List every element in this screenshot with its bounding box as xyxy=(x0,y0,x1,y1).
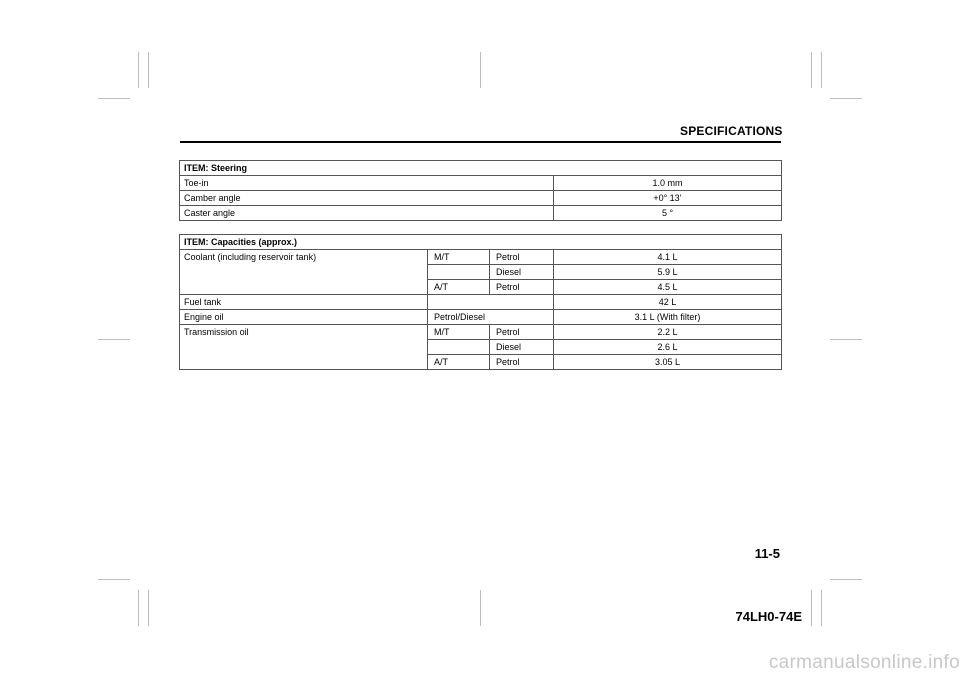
table-row xyxy=(180,206,782,221)
header-rule xyxy=(180,141,781,143)
table-row xyxy=(180,325,782,340)
fuel-type: Petrol xyxy=(490,355,554,370)
crop-mark xyxy=(830,579,862,580)
item-label: Engine oil xyxy=(180,310,428,325)
section-title: SPECIFICATIONS xyxy=(680,124,783,138)
crop-mark xyxy=(480,52,481,88)
transmission-type xyxy=(428,265,490,280)
item-value: 5 ° xyxy=(554,206,782,221)
transmission-type: M/T xyxy=(428,325,490,340)
crop-mark xyxy=(830,339,862,340)
item-value: 2.2 L xyxy=(554,325,782,340)
item-label: Toe-in xyxy=(180,176,554,191)
item-value: 4.5 L xyxy=(554,280,782,295)
crop-mark xyxy=(138,590,139,626)
capacities-table xyxy=(179,234,782,370)
crop-mark xyxy=(148,590,149,626)
table-row xyxy=(180,310,782,325)
capacities-table-title: ITEM: Capacities (approx.) xyxy=(180,235,782,250)
item-value: 2.6 L xyxy=(554,340,782,355)
steering-table xyxy=(179,160,782,221)
crop-mark xyxy=(480,590,481,626)
document-code: 74LH0-74E xyxy=(735,609,802,624)
table-row xyxy=(180,295,782,310)
crop-mark xyxy=(138,52,139,88)
fuel-type: Petrol xyxy=(490,325,554,340)
table-row xyxy=(180,191,782,206)
crop-mark xyxy=(98,98,130,99)
item-label: Camber angle xyxy=(180,191,554,206)
table-row xyxy=(180,250,782,265)
crop-mark xyxy=(148,52,149,88)
item-value: 1.0 mm xyxy=(554,176,782,191)
crop-mark xyxy=(811,590,812,626)
fuel-type: Petrol xyxy=(490,280,554,295)
empty-cell xyxy=(428,295,554,310)
steering-table-title: ITEM: Steering xyxy=(180,161,782,176)
transmission-type: A/T xyxy=(428,355,490,370)
fuel-type: Petrol xyxy=(490,250,554,265)
item-label: Coolant (including reservoir tank) xyxy=(180,250,428,295)
item-label: Transmission oil xyxy=(180,325,428,370)
item-label: Caster angle xyxy=(180,206,554,221)
crop-mark xyxy=(98,339,130,340)
item-value: +0° 13’ xyxy=(554,191,782,206)
item-value: 4.1 L xyxy=(554,250,782,265)
transmission-type xyxy=(428,340,490,355)
fuel-type: Diesel xyxy=(490,265,554,280)
item-label: Fuel tank xyxy=(180,295,428,310)
transmission-type: M/T xyxy=(428,250,490,265)
transmission-type: A/T xyxy=(428,280,490,295)
crop-mark xyxy=(821,52,822,88)
table-header-row xyxy=(180,235,782,250)
crop-mark xyxy=(821,590,822,626)
crop-mark xyxy=(830,98,862,99)
table-header-row xyxy=(180,161,782,176)
table-row xyxy=(180,176,782,191)
crop-mark xyxy=(811,52,812,88)
item-value: 3.1 L (With filter) xyxy=(554,310,782,325)
item-value: 42 L xyxy=(554,295,782,310)
crop-mark xyxy=(98,579,130,580)
fuel-type: Diesel xyxy=(490,340,554,355)
fuel-type: Petrol/Diesel xyxy=(428,310,554,325)
watermark-text: carmanualsonline.info xyxy=(768,652,960,673)
item-value: 3.05 L xyxy=(554,355,782,370)
page-number: 11-5 xyxy=(754,546,780,561)
item-value: 5.9 L xyxy=(554,265,782,280)
